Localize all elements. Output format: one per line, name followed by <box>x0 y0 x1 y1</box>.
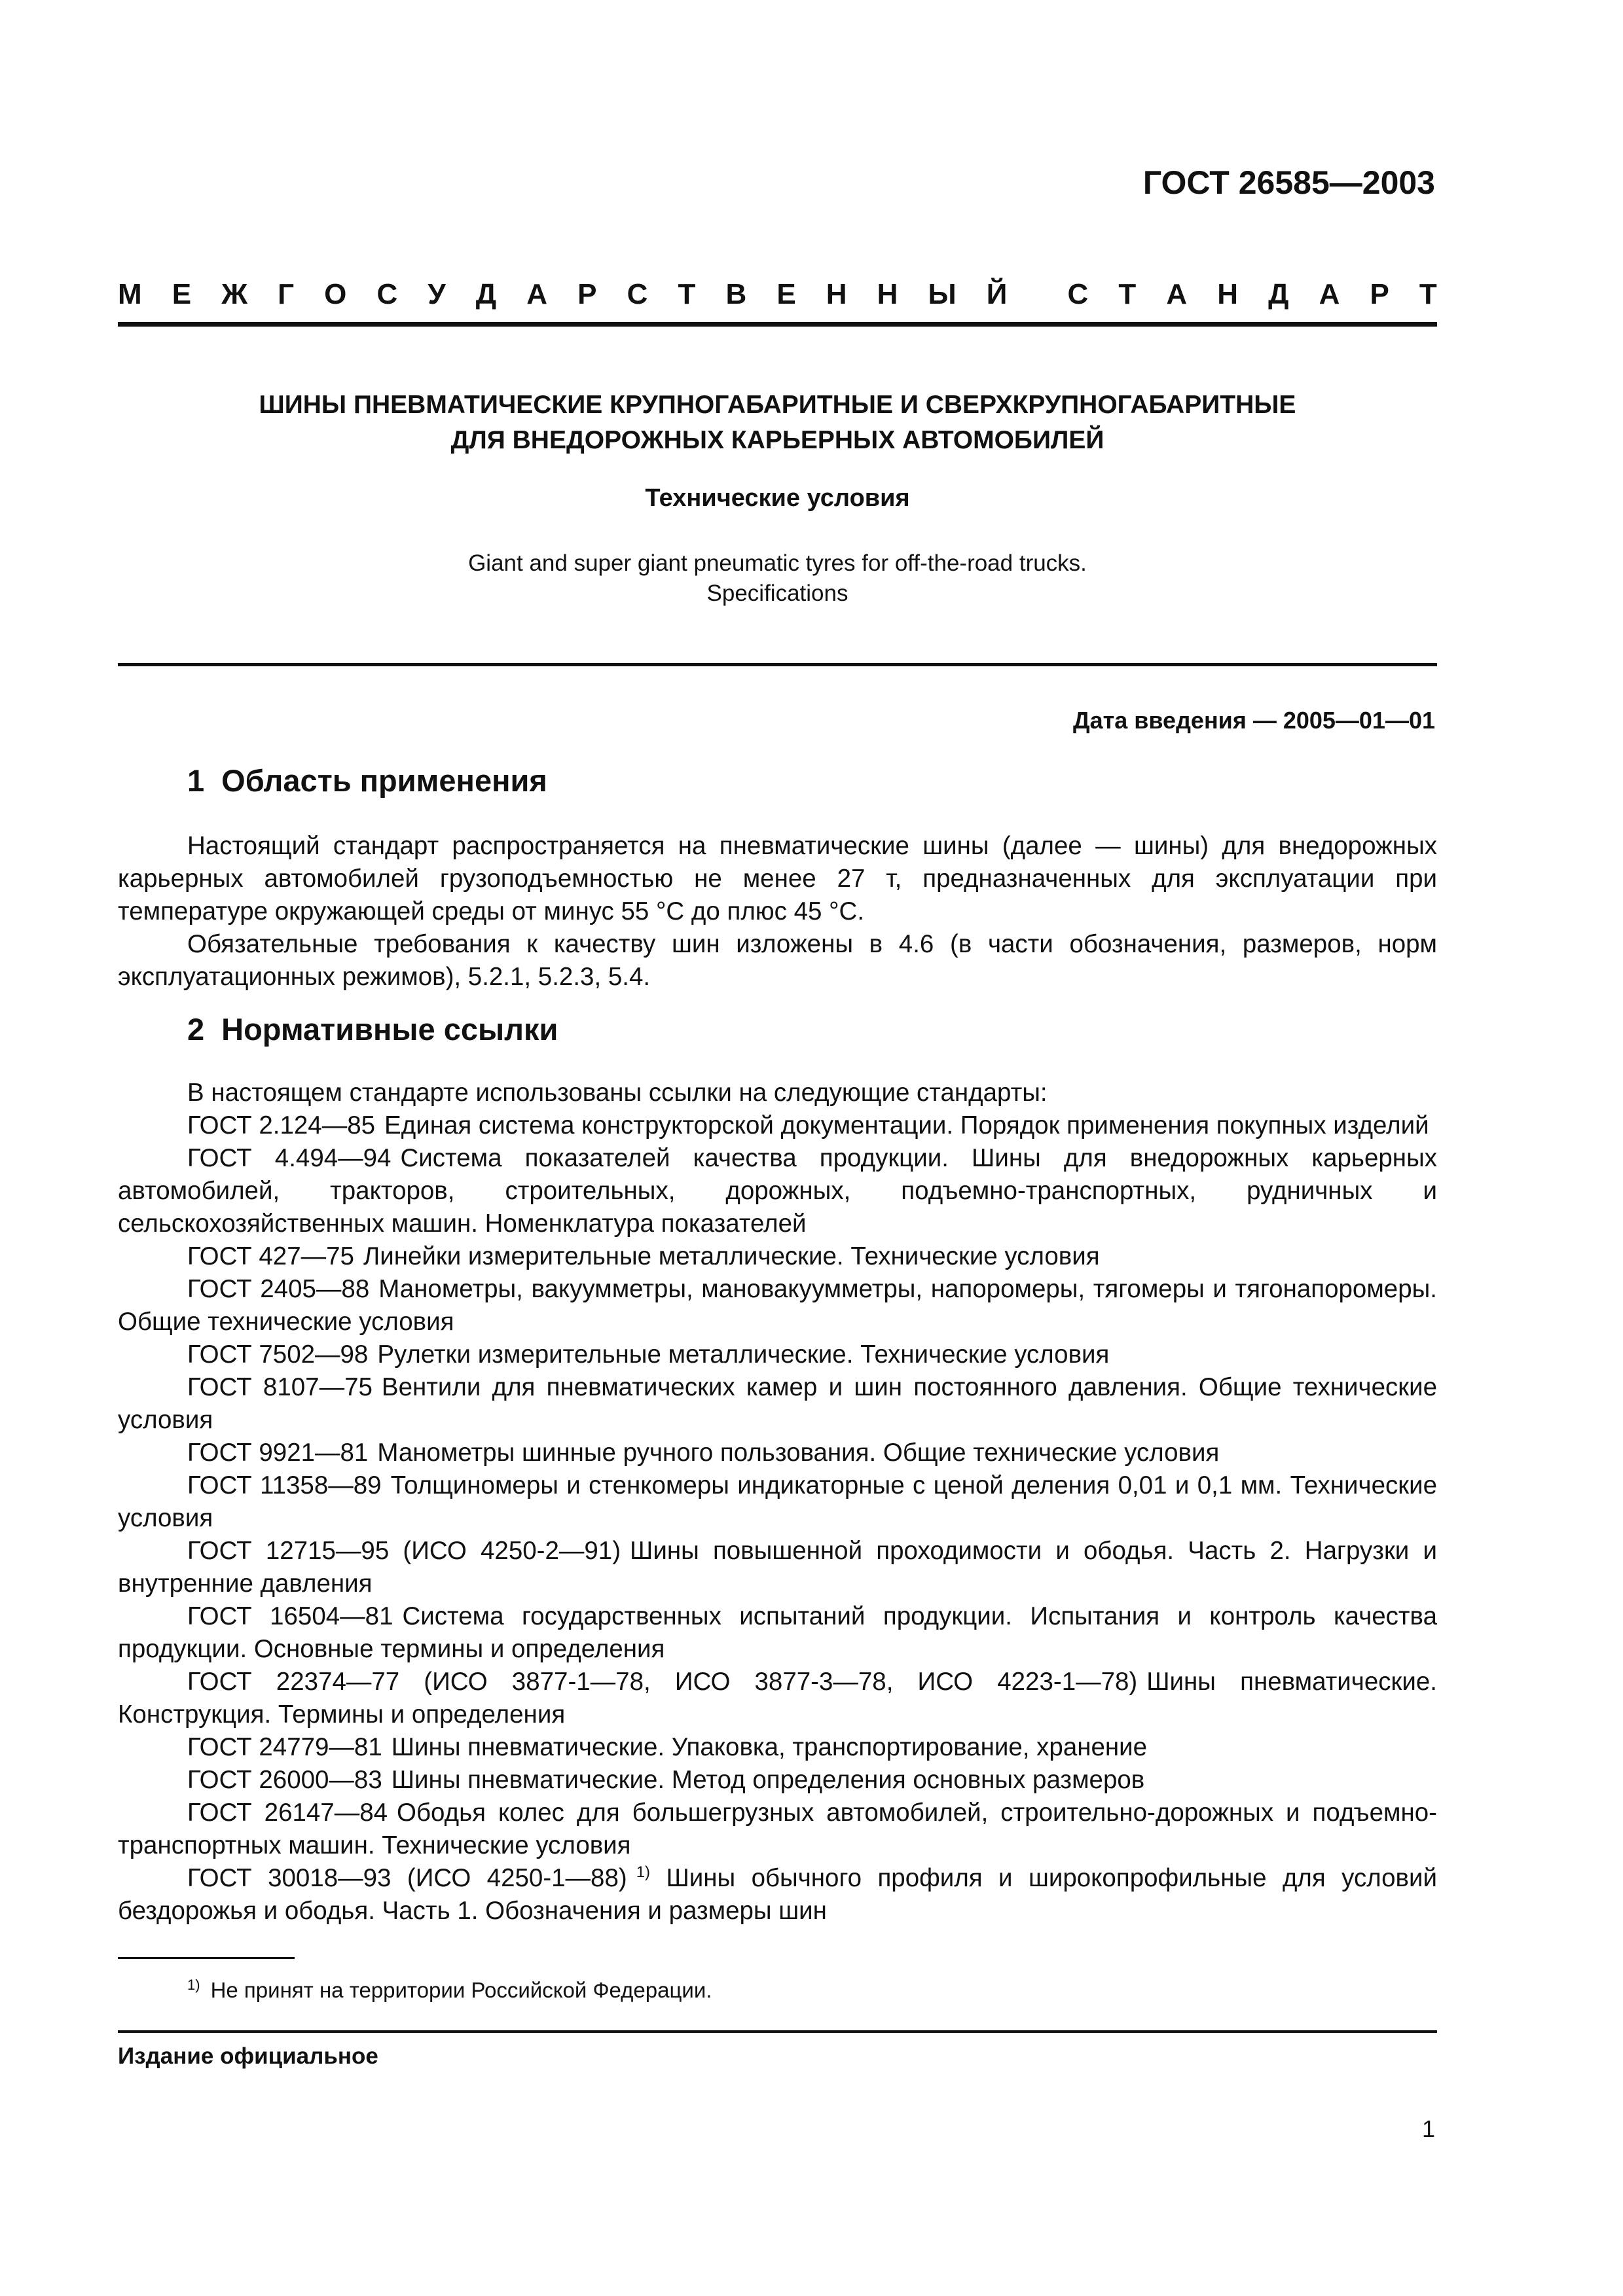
section-2-number: 2 <box>187 1012 205 1047</box>
footnote-marker: 1) <box>187 1977 200 1993</box>
title-line-1: ШИНЫ ПНЕВМАТИЧЕСКИЕ КРУПНОГАБАРИТНЫЕ И СВЕРХКРУПНОГАБАРИТНЫЕ <box>259 391 1296 419</box>
reference-item <box>118 1731 1437 1764</box>
reference-code: ГОСТ 11358—89 <box>187 1471 382 1499</box>
official-edition-label: Издание официальное <box>118 2043 378 2069</box>
document-title <box>118 387 1437 458</box>
banner-letter: Н <box>877 278 898 310</box>
document-subtitle: Технические условия <box>645 484 910 512</box>
banner-letter: С <box>627 278 648 310</box>
banner-letter: Р <box>577 278 597 310</box>
reference-item <box>118 1797 1437 1862</box>
banner-letter: Т <box>1118 278 1137 310</box>
reference-code: ГОСТ 30018—93 (ИСО 4250-1—88) <box>187 1864 627 1892</box>
banner-letter: Н <box>826 278 847 310</box>
banner-letter: С <box>1067 278 1089 310</box>
banner-letter: Е <box>776 278 796 310</box>
english-title-line-1: Giant and super giant pneumatic tyres for off-the-road trucks. <box>468 550 1087 576</box>
reference-title: Шины пневматические. Конструкция. Термины и определения <box>118 1668 1437 1729</box>
banner-letter: Ы <box>928 278 957 310</box>
reference-code: ГОСТ 9921—81 <box>187 1439 369 1467</box>
reference-title: Шины пневматические. Метод определения основных размеров <box>391 1766 1145 1794</box>
section-2-body <box>118 1077 1437 1928</box>
document-number: ГОСТ 26585—2003 <box>1142 164 1435 201</box>
reference-title: Рулетки измерительные металлические. Технические условия <box>377 1340 1110 1369</box>
reference-code: ГОСТ 8107—75 <box>187 1373 373 1401</box>
reference-item <box>118 1338 1437 1371</box>
banner-letter: Г <box>278 278 295 310</box>
reference-item <box>118 1142 1437 1240</box>
title-rule <box>118 663 1437 666</box>
reference-code: ГОСТ 4.494—94 <box>187 1144 392 1172</box>
section-1-body <box>118 830 1437 994</box>
english-title-line-2: Specifications <box>706 581 848 606</box>
banner-letter: В <box>725 278 747 310</box>
footnote-text: Не принят на территории Российской Федерации. <box>210 1978 712 2002</box>
page-number: 1 <box>1421 2115 1435 2142</box>
reference-code: ГОСТ 26147—84 <box>187 1799 388 1827</box>
reference-item <box>118 1240 1437 1273</box>
section-1-number: 1 <box>187 763 205 798</box>
reference-code: ГОСТ 22374—77 (ИСО 3877-1—78, ИСО 3877-3—78, ИСО 4223-1—78) <box>187 1668 1138 1696</box>
reference-item <box>118 1273 1437 1338</box>
section-1-heading <box>187 762 547 798</box>
reference-code: ГОСТ 26000—83 <box>187 1766 382 1794</box>
reference-code: ГОСТ 16504—81 <box>187 1602 393 1630</box>
reference-code: ГОСТ 7502—98 <box>187 1340 369 1369</box>
reference-title: Толщиномеры и стенкомеры индикаторные с ценой деления 0,01 и 0,1 мм. Технические условия <box>118 1471 1437 1532</box>
reference-title: Шины пневматические. Упаковка, транспортирование, хранение <box>391 1733 1148 1761</box>
banner-letter: Й <box>986 278 1008 310</box>
banner-letter: Д <box>1268 278 1289 310</box>
section-2-intro: В настоящем стандарте использованы ссылки на следующие стандарты: <box>187 1079 1048 1107</box>
banner-letter: Д <box>475 278 497 310</box>
reference-item <box>118 1535 1437 1600</box>
reference-item <box>118 1600 1437 1666</box>
reference-title: Линейки измерительные металлические. Технические условия <box>363 1242 1100 1270</box>
reference-title: Система показателей качества продукции. Шины для внедорожных карьерных автомобилей, тракторов, строительных, дорожных, подъемно-транспортных, рудничных и сельскохозяйственных машин. Номенклатура показателей <box>118 1144 1437 1238</box>
banner-letter: А <box>1166 278 1188 310</box>
reference-title: Ободья колес для большегрузных автомобилей, строительно-дорожных и подъемно-транспортных машин. Технические условия <box>118 1799 1437 1859</box>
references-list <box>118 1109 1437 1862</box>
reference-code: ГОСТ 2.124—85 <box>187 1111 376 1139</box>
english-title <box>118 548 1437 609</box>
reference-code: ГОСТ 24779—81 <box>187 1733 382 1761</box>
reference-code: ГОСТ 427—75 <box>187 1242 354 1270</box>
reference-item <box>118 1109 1437 1142</box>
section-2-title: Нормативные ссылки <box>221 1012 558 1047</box>
reference-title: Шины повышенной проходимости и ободья. Часть 2. Нагрузки и внутренние давления <box>118 1537 1437 1598</box>
reference-title: Система государственных испытаний продукции. Испытания и контроль качества продукции. Основные термины и определения <box>118 1602 1437 1663</box>
introduction-date: Дата введения — 2005—01—01 <box>1072 707 1435 734</box>
banner-letter: О <box>324 278 347 310</box>
header-rule <box>118 322 1437 327</box>
reference-code: ГОСТ 2405—88 <box>187 1275 370 1303</box>
reference-code: ГОСТ 12715—95 (ИСО 4250-2—91) <box>187 1537 621 1565</box>
reference-title: Шины обычного профиля и широкопрофильные для условий бездорожья и ободья. Часть 1. Обозначения и размеры шин <box>118 1864 1437 1925</box>
reference-item <box>118 1437 1437 1469</box>
banner-letter: Ж <box>221 278 247 310</box>
footer-rule <box>118 2030 1437 2033</box>
section-1-title: Область применения <box>221 763 547 798</box>
footnote <box>187 1978 712 2003</box>
banner-letter: У <box>428 278 446 310</box>
banner-letter: С <box>376 278 398 310</box>
interstate-standard-banner <box>118 278 1437 311</box>
reference-title: Вентили для пневматических камер и шин постоянного давления. Общие технические условия <box>118 1373 1438 1434</box>
reference-title: Единая система конструкторской документации. Порядок применения покупных изделий <box>384 1111 1429 1139</box>
reference-item <box>118 1469 1437 1535</box>
banner-letter: Р <box>1370 278 1389 310</box>
banner-letter: Т <box>678 278 696 310</box>
section-2-heading <box>187 1011 558 1047</box>
reference-title: Манометры шинные ручного пользования. Общие технические условия <box>377 1439 1220 1467</box>
reference-item <box>118 1764 1437 1797</box>
banner-letter: Н <box>1217 278 1239 310</box>
banner-letter: М <box>118 278 142 310</box>
banner-letter: Т <box>1419 278 1437 310</box>
footnote-marker: 1) <box>636 1863 651 1882</box>
reference-item <box>118 1862 1437 1928</box>
banner-letter: Е <box>172 278 192 310</box>
section-1-paragraph: Настоящий стандарт распространяется на пневматические шины (далее — шины) для внедорожных карьерных автомобилей грузоподъемностью не менее 27 т, предназначенных для эксплуатации при температуре окружающей среды от минус 55 °С до плюс 45 °С. <box>118 832 1437 925</box>
reference-item <box>118 1666 1437 1731</box>
title-line-2: ДЛЯ ВНЕДОРОЖНЫХ КАРЬЕРНЫХ АВТОМОБИЛЕЙ <box>450 426 1104 454</box>
banner-letter: А <box>1319 278 1340 310</box>
reference-item <box>118 1371 1437 1437</box>
reference-title: Манометры, вакуумметры, мановакуумметры, напоромеры, тягомеры и тягонапоромеры. Общие технические условия <box>118 1275 1437 1336</box>
section-1-paragraph: Обязательные требования к качеству шин изложены в 4.6 (в части обозначения, размеров, норм эксплуатационных режимов), 5.2.1, 5.2.3, 5.4. <box>118 930 1437 991</box>
banner-letter: А <box>526 278 548 310</box>
footnote-rule <box>118 1957 295 1959</box>
